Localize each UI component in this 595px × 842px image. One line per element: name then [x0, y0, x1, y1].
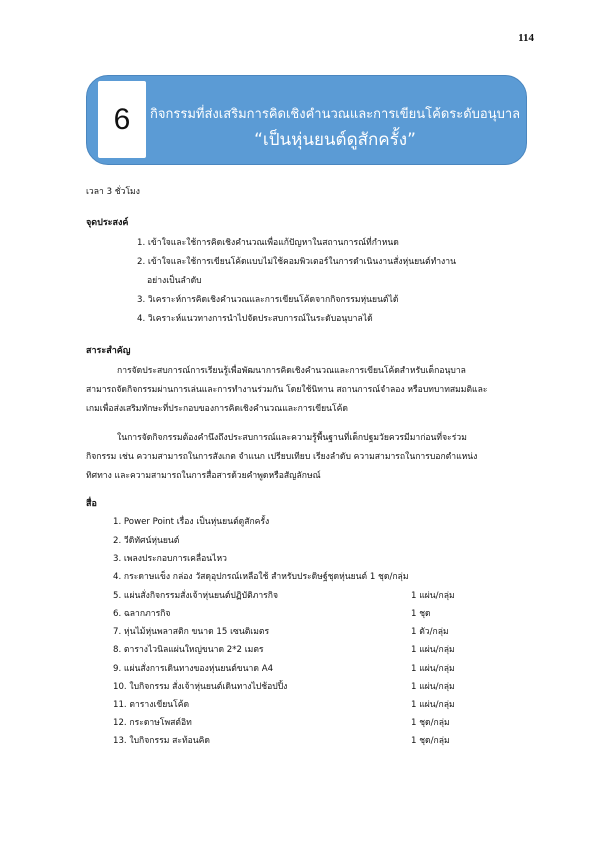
objective-item: 1. เข้าใจและใช้การคิดเชิงคำนวณเพื่อแก้ปัญหาในสถานการณ์ที่กำหนด — [137, 238, 399, 248]
media-quantity: 1 แผ่น/กลุ่ม — [411, 591, 455, 601]
media-item: 5. แผ่นสั่งกิจกรรมสั่งเจ้าหุ่นยนต์ปฏิบัติภารกิจ — [113, 591, 279, 601]
media-item: 9. แผ่นสั่งการเดินทางของหุ่นยนต์ขนาด A4 — [113, 664, 274, 674]
essence-paragraph-line: เกมเพื่อส่งเสริมทักษะที่ประกอบของการคิดเชิงคำนวณและการเขียนโค้ด — [86, 404, 348, 414]
media-item: 12. กระดาษโพสต์อิท — [113, 718, 192, 728]
media-item: 13. ใบกิจกรรม สะท้อนคิด — [113, 736, 211, 746]
media-item: 4. กระดาษแข็ง กล่อง วัสดุอุปกรณ์เหลือใช้ สำหรับประดิษฐ์ชุดหุ่นยนต์ 1 ชุด/กลุ่ม — [113, 572, 409, 582]
essence-paragraph-line: สามารถจัดกิจกรรมผ่านการเล่นและการทำงานร่วมกัน โดยใช้นิทาน สถานการณ์จำลอง หรือบทบาทสมมติและ — [86, 385, 488, 395]
objective-item: 3. วิเคราะห์การคิดเชิงคำนวณและการเขียนโค้ดจากกิจกรรมหุ่นยนต์ได้ — [137, 295, 399, 305]
media-item: 8. ตารางไวนิลแผ่นใหญ่ขนาด 2*2 เมตร — [113, 645, 264, 655]
media-item: 1. Power Point เรื่อง เป็นหุ่นยนต์ดูสักครั้ง — [113, 517, 270, 527]
chapter-title: กิจกรรมที่ส่งเสริมการคิดเชิงคำนวณและการเขียนโค้ดระดับอนุบาล — [150, 107, 521, 122]
objective-item: 4. วิเคราะห์แนวทางการนำไปจัดประสบการณ์ในระดับอนุบาลได้ — [137, 314, 373, 324]
media-item: 6. ฉลากภารกิจ — [113, 609, 171, 619]
media-item: 2. วีดิทัศน์หุ่นยนต์ — [113, 536, 180, 546]
media-item: 3. เพลงประกอบการเคลื่อนไหว — [113, 554, 227, 564]
media-quantity: 1 แผ่น/กลุ่ม — [411, 664, 455, 674]
media-quantity: 1 ตัว/กลุ่ม — [411, 627, 449, 637]
essence-paragraph-line: กิจกรรม เช่น ความสามารถในการสังเกต จำแนก เปรียบเทียบ เรียงลำดับ ความสามารถในการบอกตำแหน่ง — [86, 452, 478, 462]
media-quantity: 1 ชุด/กลุ่ม — [411, 718, 450, 728]
essence-paragraph-line: ในการจัดกิจกรรมต้องคำนึงถึงประสบการณ์และความรู้พื้นฐานที่เด็กปฐมวัยควรมีมาก่อนที่จะร่วม — [117, 433, 467, 443]
essence-paragraph-line: การจัดประสบการณ์การเรียนรู้เพื่อพัฒนาการคิดเชิงคำนวณและการเขียนโค้ดสำหรับเด็กอนุบาล — [117, 366, 466, 376]
objective-item-continued: อย่างเป็นลำดับ — [147, 276, 202, 286]
chapter-subtitle: “เป็นหุ่นยนต์ดูสักครั้ง” — [254, 130, 416, 150]
media-item: 11. ตารางเขียนโค้ด — [113, 700, 190, 710]
media-item: 10. ใบกิจกรรม สั่งเจ้าหุ่นยนต์เดินทางไปช้อปปิ้ง — [113, 682, 288, 692]
essence-heading: สาระสำคัญ — [86, 346, 131, 356]
media-quantity: 1 แผ่น/กลุ่ม — [411, 700, 455, 710]
objective-item: 2. เข้าใจและใช้การเขียนโค้ดแบบไม่ใช้คอมพิวเตอร์ในการดำเนินงานสั่งหุ่นยนต์ทำงาน — [137, 257, 456, 267]
media-quantity: 1 แผ่น/กลุ่ม — [411, 645, 455, 655]
essence-paragraph-line: ทิศทาง และความสามารถในการสื่อสารด้วยคำพูดหรือสัญลักษณ์ — [86, 471, 321, 481]
media-quantity: 1 ชุด — [411, 609, 431, 619]
media-item: 7. หุ่นไม้หุ่นพลาสติก ขนาด 15 เซนติเมตร — [113, 627, 270, 637]
objectives-heading: จุดประสงค์ — [86, 218, 129, 228]
page-number: 114 — [518, 32, 534, 44]
media-quantity: 1 แผ่น/กลุ่ม — [411, 682, 455, 692]
duration: เวลา 3 ชั่วโมง — [86, 187, 140, 197]
chapter-number: 6 — [98, 81, 146, 158]
media-heading: สื่อ — [86, 499, 97, 509]
media-quantity: 1 ชุด/กลุ่ม — [411, 736, 450, 746]
